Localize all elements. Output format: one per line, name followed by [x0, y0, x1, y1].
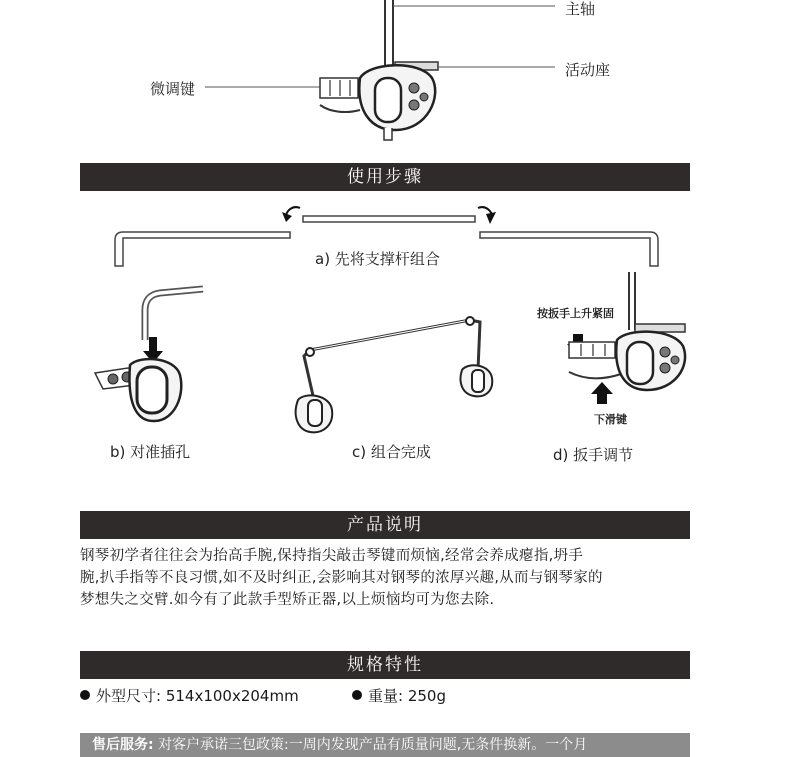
- main-shaft-label: 主轴: [565, 0, 596, 18]
- movable-seat-label: 活动座: [565, 61, 611, 79]
- specifications-header: 规格特性: [80, 651, 690, 679]
- fine-tune-key-label: 微调键: [150, 80, 196, 98]
- spec-size: [80, 685, 299, 706]
- product-description-text: [80, 545, 692, 611]
- step-b-diagram: [85, 285, 285, 435]
- step-b-label: b) 对准插孔: [110, 443, 191, 461]
- step-d-diagram: [555, 272, 715, 422]
- step-d-label: d) 扳手调节: [553, 446, 634, 464]
- spec-weight-text: 重量: 250g: [368, 687, 446, 705]
- usage-steps-header: 使用步骤: [80, 163, 690, 191]
- step-c-label: c) 组合完成: [352, 443, 431, 461]
- description-line-1: 钢琴初学者往往会为抬高手腕,保持指尖敲击琴键而烦恼,经常会养成瘪指,坍手: [80, 548, 584, 564]
- bullet-icon: [352, 690, 362, 700]
- step-d-slide-down-label: 下滑键: [594, 413, 627, 426]
- bullet-icon: [80, 690, 90, 700]
- after-sales-label: 售后服务:: [92, 737, 154, 753]
- spec-weight: [352, 685, 446, 706]
- description-line-2: 腕,扒手指等不良习惯,如不及时纠正,会影响其对钢琴的浓厚兴趣,从而与钢琴家的: [80, 570, 603, 586]
- description-line-3: 梦想失之交臂.如今有了此款手型矫正器,以上烦恼均可为您去除.: [80, 592, 495, 608]
- step-a-label: a) 先将支撑杆组合: [315, 250, 440, 268]
- after-sales-banner: [80, 733, 690, 757]
- top-device-diagram: [0, 0, 790, 160]
- step-d-press-up-label: 按扳手上升紧固: [537, 307, 614, 320]
- spec-size-text: 外型尺寸: 514x100x204mm: [96, 687, 299, 705]
- after-sales-text: 对客户承诺三包政策:一周内发现产品有质量问题,无条件换新。一个月: [158, 737, 588, 753]
- product-description-header: 产品说明: [80, 511, 690, 539]
- step-c-diagram: [290, 300, 510, 440]
